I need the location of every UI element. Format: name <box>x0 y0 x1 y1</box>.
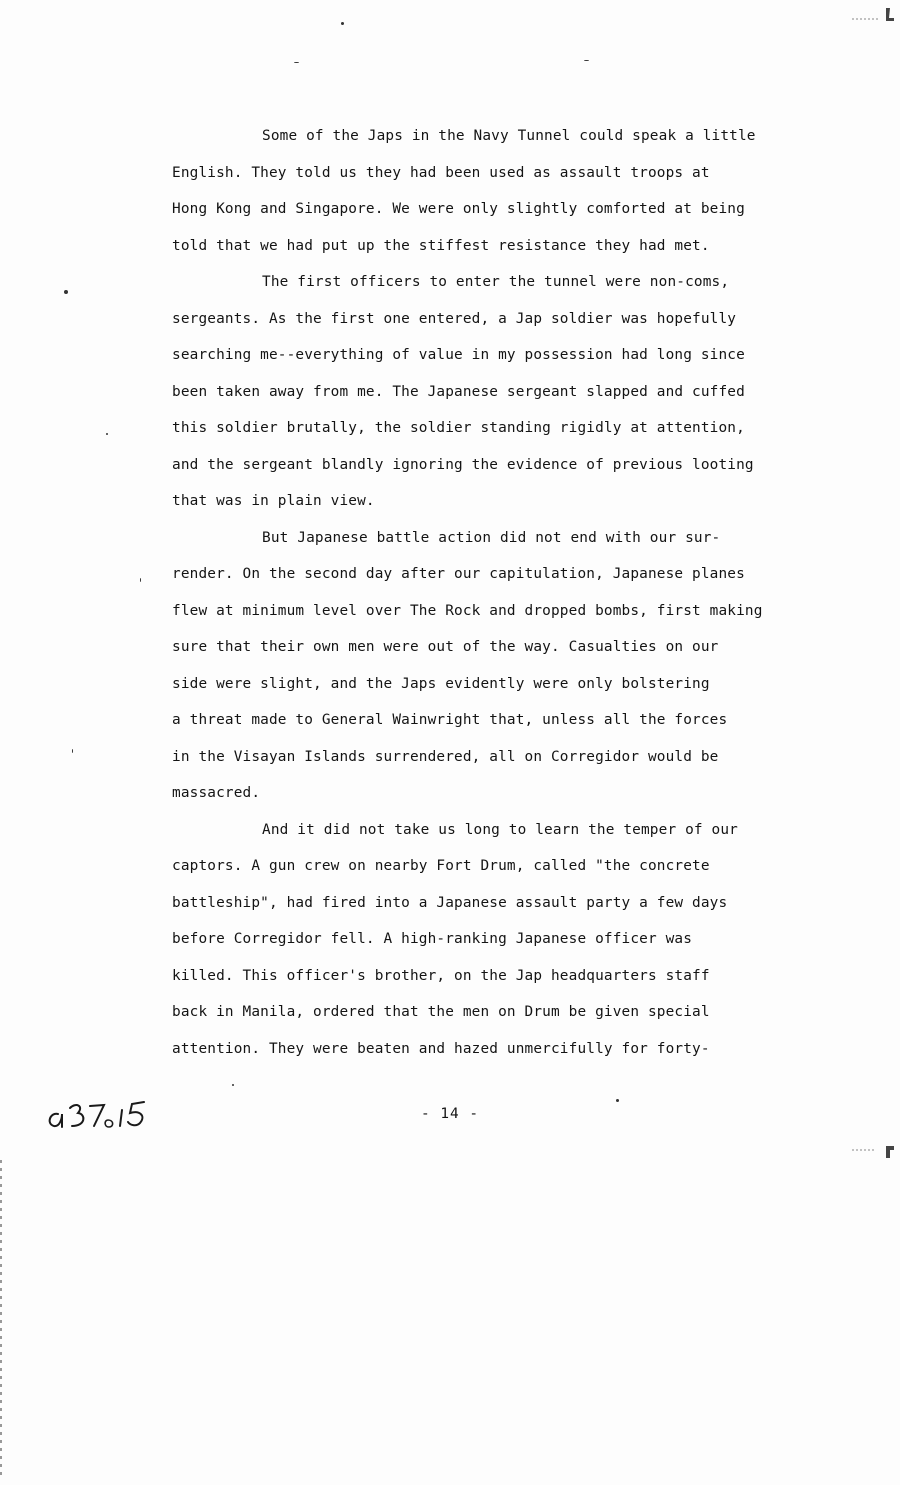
text-line: English. They told us they had been used as assault troops at <box>172 164 710 181</box>
text-line: that was in plain view. <box>172 493 375 509</box>
text-line: battleship", had fired into a Japanese assault party a few days <box>172 894 728 911</box>
text-line: flew at minimum level over The Rock and dropped bombs, first making <box>172 602 763 619</box>
speck <box>232 1084 234 1086</box>
text-line: sergeants. As the first one entered, a Jap soldier was hopefully <box>172 310 737 327</box>
text-line: side were slight, and the Japs evidently were only bolstering <box>172 675 710 692</box>
text-line: The first officers to enter the tunnel were non-coms, <box>262 274 730 290</box>
text-line: Hong Kong and Singapore. We were only slightly comforted at being <box>172 201 745 217</box>
speck <box>72 749 73 753</box>
text-line: told that we had put up the stiffest resistance they had met. <box>172 237 710 254</box>
text-line: and the sergeant blandly ignoring the evidence of previous looting <box>172 456 754 473</box>
text-line: a threat made to General Wainwright that, unless all the forces <box>172 712 728 728</box>
text-line: massacred. <box>172 785 261 801</box>
text-line: Some of the Japs in the Navy Tunnel could speak a little <box>262 128 756 144</box>
text-line: attention. They were beaten and hazed unmercifully for forty- <box>172 1040 710 1057</box>
speck <box>106 433 108 435</box>
handwritten-note <box>44 1094 164 1138</box>
text-line: searching me--everything of value in my possession had long since <box>172 347 745 363</box>
text-line: And it did not take us long to learn the temper of our <box>262 821 738 838</box>
text-line: in the Visayan Islands surrendered, all on Corregidor would be <box>172 748 719 765</box>
speck <box>64 290 68 294</box>
text-line: But Japanese battle action did not end with our sur- <box>262 529 721 546</box>
text-line: captors. A gun crew on nearby Fort Drum, called "the concrete <box>172 858 710 874</box>
scan-edge <box>0 1160 2 1480</box>
text-line: render. On the second day after our capitulation, Japanese planes <box>172 566 745 582</box>
text-line: sure that their own men were out of the way. Casualties on our <box>172 639 719 655</box>
speck <box>616 1099 619 1102</box>
speck <box>584 60 589 61</box>
speck <box>294 62 299 63</box>
scan-mark-top-right <box>852 4 898 24</box>
text-line: back in Manila, ordered that the men on Drum be given special <box>172 1004 710 1020</box>
scan-mark-bottom-right <box>852 1142 898 1164</box>
speck <box>341 22 344 25</box>
page-number: - 14 - <box>421 1106 479 1122</box>
text-line: this soldier brutally, the soldier standing rigidly at attention, <box>172 420 745 436</box>
body-text <box>172 118 802 1067</box>
speck <box>140 578 141 582</box>
text-line: killed. This officer's brother, on the Jap headquarters staff <box>172 967 710 984</box>
text-line: been taken away from me. The Japanese sergeant slapped and cuffed <box>172 383 745 400</box>
text-line: before Corregidor fell. A high-ranking Japanese officer was <box>172 931 693 947</box>
